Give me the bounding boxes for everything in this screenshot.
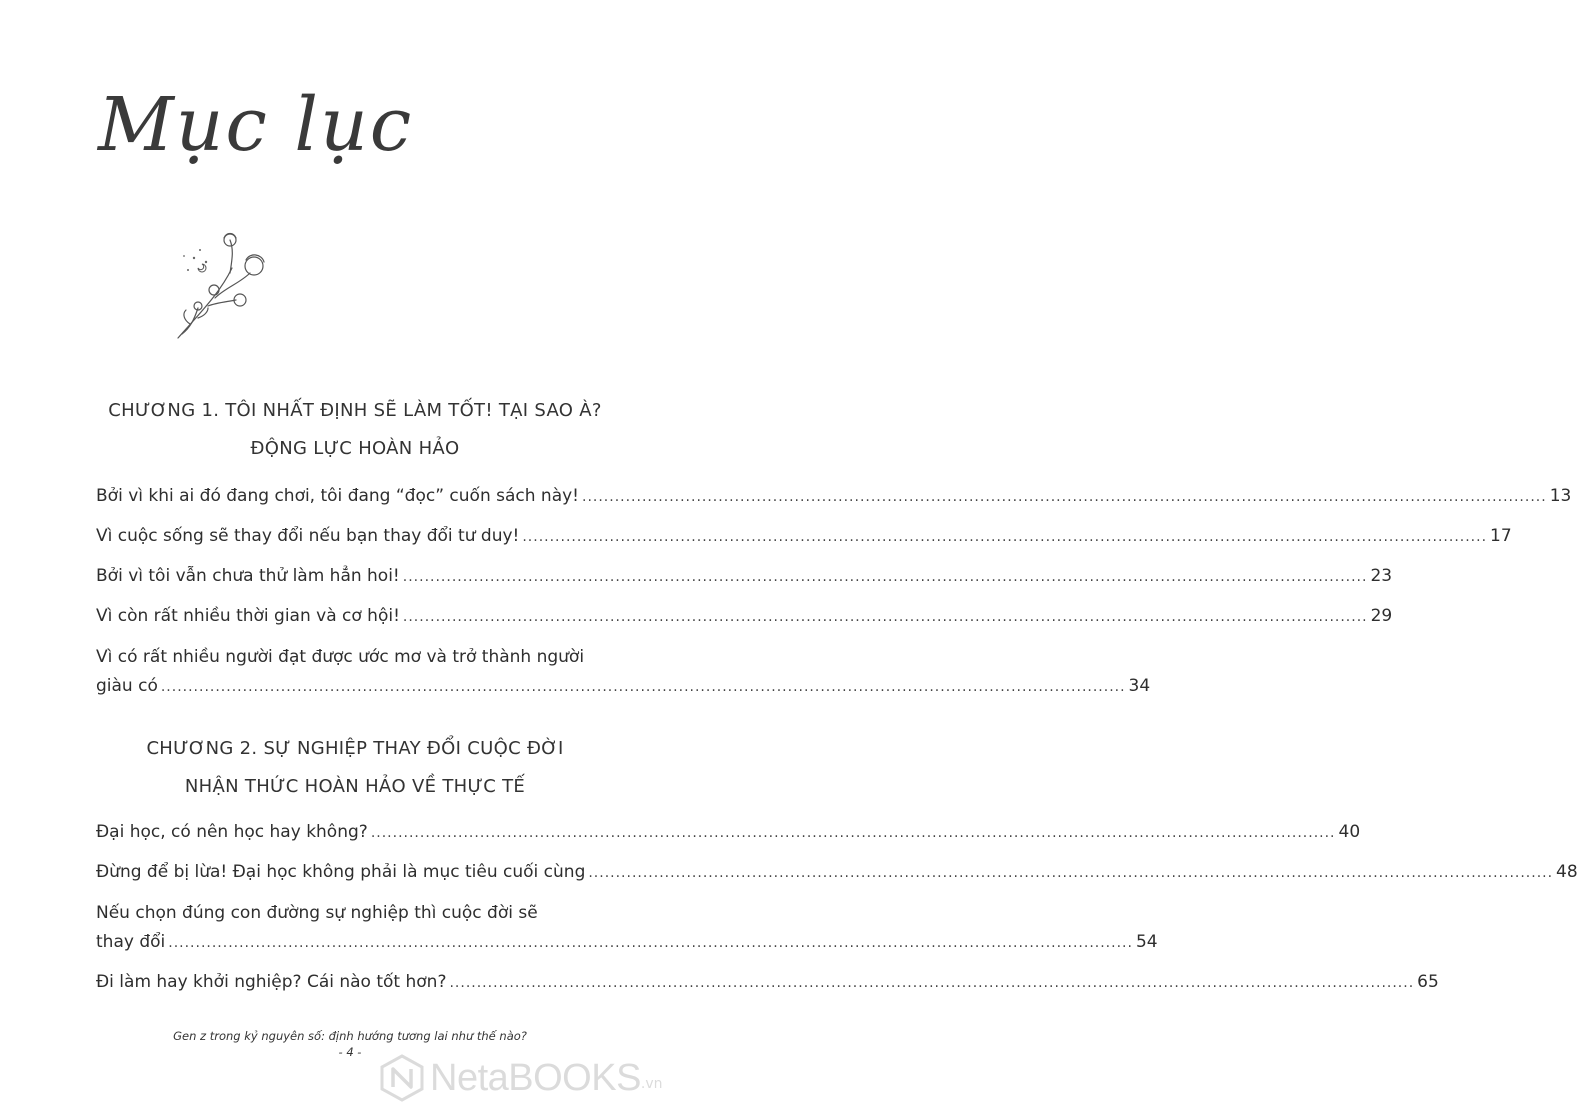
toc-entry-text: Vì còn rất nhiều thời gian và cơ hội! <box>96 606 400 626</box>
toc-page-number: 54 <box>1135 932 1158 952</box>
watermark <box>378 1052 690 1104</box>
toc-leader <box>588 859 1553 887</box>
toc-leader <box>168 929 1133 957</box>
toc-entry[interactable] <box>96 522 1512 550</box>
chapter-2-title: CHƯƠNG 2. SỰ NGHIỆP THAY ĐỔI CUỘC ĐỜI <box>146 738 564 759</box>
toc-entry[interactable] <box>96 642 1151 700</box>
chapter-1-entries <box>96 482 1572 712</box>
toc-page-number: 13 <box>1549 486 1572 506</box>
toc-entry-text: giàu có <box>96 676 158 696</box>
toc-leader <box>449 969 1414 997</box>
toc-entry-text: Bởi vì tôi vẫn chưa thử làm hẳn hoi! <box>96 566 400 586</box>
chapter-2-heading <box>90 730 620 806</box>
toc-entry[interactable] <box>96 858 1578 886</box>
toc-entry-text: thay đổi <box>96 932 166 952</box>
toc-page-number: 23 <box>1370 566 1393 586</box>
flower-illustration <box>170 228 290 343</box>
watermark-text: NetaBOOKS <box>430 1056 641 1099</box>
footer-book-title: Gen z trong kỷ nguyên số: định hướng tương lai như thế nào? <box>173 1029 527 1043</box>
toc-page-number: 29 <box>1370 606 1393 626</box>
toc-entry-text: Đi làm hay khởi nghiệp? Cái nào tốt hơn? <box>96 972 447 992</box>
toc-entry[interactable] <box>96 898 1158 956</box>
toc-leader <box>403 603 1368 631</box>
toc-page-number: 17 <box>1490 526 1512 546</box>
chapter-1-heading <box>90 392 620 468</box>
chapter-1-title: CHƯƠNG 1. TÔI NHẤT ĐỊNH SẼ LÀM TỐT! TẠI SAO À? <box>108 400 602 421</box>
toc-entry-text: Đại học, có nên học hay không? <box>96 822 368 842</box>
toc-page-number: 48 <box>1556 862 1578 882</box>
toc-leader <box>403 563 1368 591</box>
chapter-2-subtitle: NHẬN THỨC HOÀN HẢO VỀ THỰC TẾ <box>184 776 526 797</box>
footer-page-number: - 4 - <box>338 1045 362 1059</box>
toc-leader <box>582 483 1547 511</box>
toc-entry[interactable] <box>96 482 1572 510</box>
toc-entry-text: Bởi vì khi ai đó đang chơi, tôi đang “đọc” cuốn sách này! <box>96 486 579 506</box>
chapter-1-subtitle: ĐỘNG LỰC HOÀN HẢO <box>250 438 460 459</box>
toc-entry-text: Vì cuộc sống sẽ thay đổi nếu bạn thay đổi tư duy! <box>96 526 520 546</box>
toc-entry[interactable] <box>96 602 1393 630</box>
chapter-2-entries <box>96 818 1578 1008</box>
toc-entry[interactable] <box>96 818 1361 846</box>
toc-entry-text-line1: Nếu chọn đúng con đường sự nghiệp thì cuộc đời sẽ <box>96 903 538 923</box>
toc-leader <box>522 523 1487 551</box>
toc-page-number: 40 <box>1338 822 1361 842</box>
toc-entry[interactable] <box>96 968 1439 996</box>
toc-page-number: 65 <box>1417 972 1439 992</box>
toc-entry[interactable] <box>96 562 1393 590</box>
toc-page-number: 34 <box>1128 676 1151 696</box>
watermark-suffix: .vn <box>640 1076 663 1092</box>
toc-entry-text: Đừng để bị lừa! Đại học không phải là mục tiêu cuối cùng <box>96 862 586 882</box>
toc-entry-text-line1: Vì có rất nhiều người đạt được ước mơ và trở thành người <box>96 647 585 667</box>
netabooks-logo-icon <box>378 1054 426 1102</box>
toc-leader <box>161 673 1126 701</box>
page-title: Mục lục <box>98 82 414 168</box>
toc-leader <box>371 819 1336 847</box>
